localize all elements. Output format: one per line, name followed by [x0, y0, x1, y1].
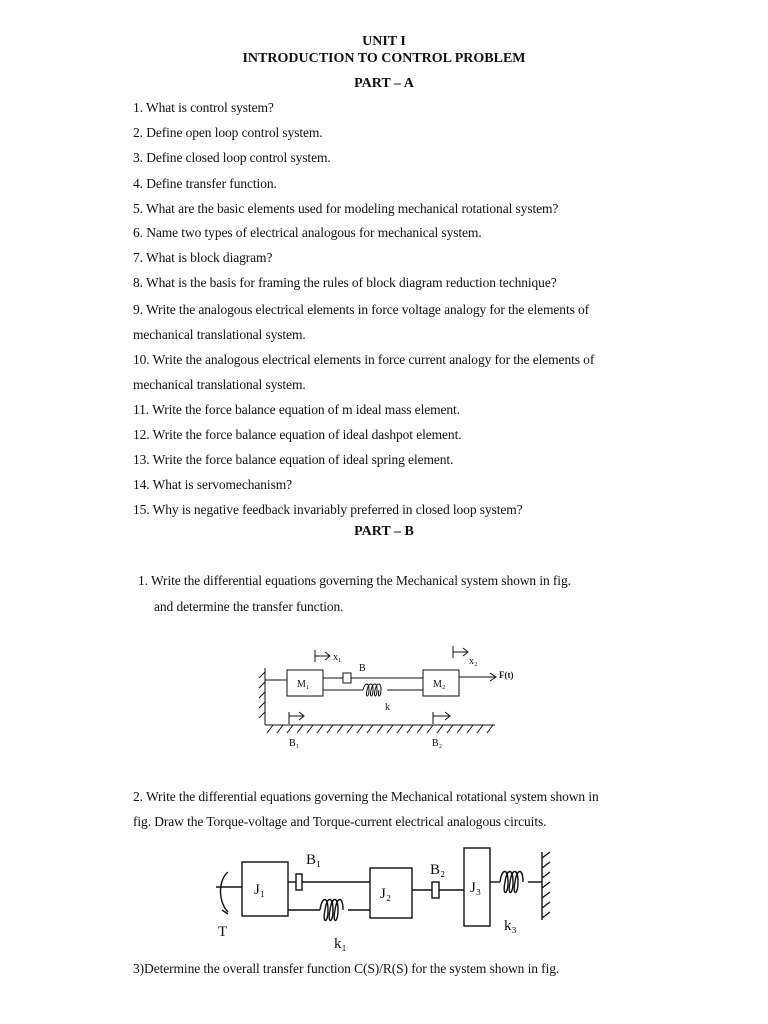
fig2-j3-label: J₃: [470, 880, 482, 896]
mechanical-translational-figure: [255, 640, 515, 755]
fig2-b2-label: B₂: [430, 862, 446, 878]
fig1-x1-label: x₁: [333, 652, 342, 663]
question-a10: 10. Write the analogous electrical elements in force current analogy for the elements of: [133, 352, 595, 367]
fig1-x2-label: x₂: [469, 656, 478, 667]
question-b3: 3)Determine the overall transfer function C(S)/R(S) for the system shown in fig.: [133, 961, 560, 976]
fig2-j2-label: J₂: [380, 886, 392, 902]
mechanical-rotational-figure: [210, 840, 560, 955]
question-b1: 1. Write the differential equations governing the Mechanical system shown in fig.: [138, 573, 571, 588]
question-a12: 12. Write the force balance equation of ideal dashpot element.: [133, 427, 462, 442]
fig2-torque-label: T: [218, 924, 228, 940]
question-a6: 6. Name two types of electrical analogous for mechanical system.: [133, 225, 482, 240]
question-a9-cont: mechanical translational system.: [133, 327, 306, 342]
question-a4: 4. Define transfer function.: [133, 176, 277, 191]
part-b-heading: PART – B: [354, 524, 414, 539]
fig2-b1-label: B₁: [306, 852, 322, 868]
fig1-k-label: k: [385, 702, 390, 713]
question-a15: 15. Why is negative feedback invariably preferred in closed loop system?: [133, 502, 523, 517]
question-a2: 2. Define open loop control system.: [133, 125, 323, 140]
part-a-heading: PART – A: [354, 76, 414, 91]
question-b2: 2. Write the differential equations governing the Mechanical rotational system shown in: [133, 789, 599, 804]
question-a3: 3. Define closed loop control system.: [133, 150, 331, 165]
unit-heading: UNIT I: [362, 34, 406, 49]
question-a8: 8. What is the basis for framing the rules of block diagram reduction technique?: [133, 275, 557, 290]
question-a9: 9. Write the analogous electrical elements in force voltage analogy for the elements of: [133, 302, 590, 317]
question-b2-cont: fig. Draw the Torque-voltage and Torque-current electrical analogous circuits.: [133, 814, 547, 829]
fig1-force-label: F(t): [499, 670, 514, 680]
fig1-m2-label: M₂: [433, 679, 446, 690]
fig1-b-label: B: [359, 663, 366, 674]
fig1-b1-label: B₁: [289, 738, 300, 749]
question-a5: 5. What are the basic elements used for modeling mechanical rotational system?: [133, 201, 559, 216]
unit-title: INTRODUCTION TO CONTROL PROBLEM: [242, 51, 526, 66]
question-a11: 11. Write the force balance equation of m ideal mass element.: [133, 402, 460, 417]
fig2-j1-label: J₁: [254, 882, 266, 898]
question-b1-cont: and determine the transfer function.: [154, 599, 344, 614]
question-a13: 13. Write the force balance equation of ideal spring element.: [133, 452, 454, 467]
question-a10-cont: mechanical translational system.: [133, 377, 306, 392]
fig2-k3-label: k₃: [504, 918, 517, 934]
question-a7: 7. What is block diagram?: [133, 250, 273, 265]
fig2-k1-label: k₁: [334, 936, 347, 952]
fig1-b2-label: B₂: [432, 738, 443, 749]
question-a14: 14. What is servomechanism?: [133, 477, 293, 492]
fig1-m1-label: M₁: [297, 679, 310, 690]
question-a1: 1. What is control system?: [133, 100, 274, 115]
